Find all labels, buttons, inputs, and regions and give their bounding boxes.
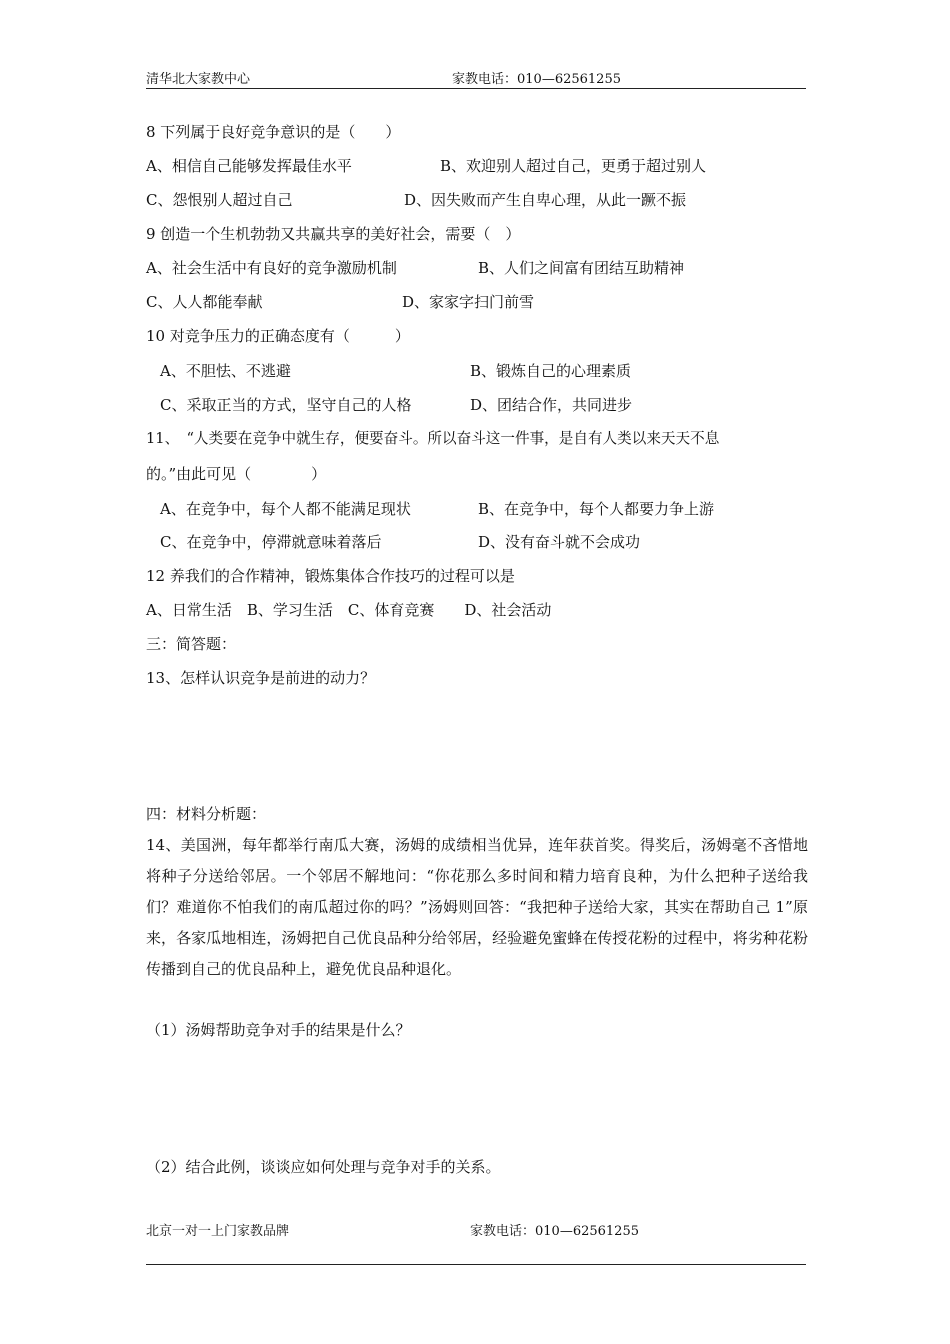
q11-stem-line1: 11、 “人类要在竞争中就生存，便要奋斗。所以奋斗这一件事，是自有人类以来天天不息 bbox=[146, 430, 720, 447]
footer-phone: 家教电话：010—62561255 bbox=[470, 1224, 639, 1239]
q14-material: 14、美国洲，每年都举行南瓜大赛，汤姆的成绩相当优异，连年获首奖。得奖后，汤姆毫不吝惜地将种子分送给邻居。一个邻居不解地问：“你花那么多时间和精力培育良种，为什么把种子送给我们？难道你不怕我们的南瓜超过你的吗？”汤姆则回答：“我把种子送给大家，其实在帮助自己 1”原来，各家瓜地相连，汤姆把自己优良品种分给邻居，经验避免蜜蜂在传授花粉的过程中，将劣种花粉传播到自己的优良品种上，避免优良品种退化。 bbox=[146, 836, 808, 978]
q10-stem: 10 对竞争压力的正确态度有（ ） bbox=[146, 327, 410, 345]
q12-options: A、日常生活 B、学习生活 C、体育竞赛 D、社会活动 bbox=[146, 601, 552, 619]
footer-brand: 北京一对一上门家教品牌 bbox=[146, 1224, 290, 1239]
q12-stem: 12 养我们的合作精神，锻炼集体合作技巧的过程可以是 bbox=[146, 567, 515, 585]
section-3-heading: 三：简答题： bbox=[146, 635, 237, 653]
header-org: 清华北大家教中心 bbox=[146, 72, 251, 87]
q11-stem-line2: 的。”由此可见（ ） bbox=[146, 465, 327, 483]
q11-option-d: D、没有奋斗就不会成功 bbox=[478, 533, 641, 551]
section-4-heading: 四：材料分析题： bbox=[146, 805, 267, 823]
q10-option-c: C、采取正当的方式，坚守自己的人格 bbox=[160, 396, 412, 414]
q11-option-b: B、在竞争中，每个人都要力争上游 bbox=[478, 500, 715, 518]
q11-option-c: C、在竞争中，停滞就意味着落后 bbox=[160, 533, 382, 551]
q10-option-b: B、锻炼自己的心理素质 bbox=[470, 362, 632, 380]
q14-subquestion-1: （1）汤姆帮助竞争对手的结果是什么？ bbox=[146, 1021, 411, 1039]
q9-option-d: D、家家字扫门前雪 bbox=[402, 293, 535, 311]
page-header bbox=[146, 66, 806, 89]
header-phone: 家教电话：010—62561255 bbox=[452, 72, 621, 87]
q8-option-a: A、相信自己能够发挥最佳水平 bbox=[146, 157, 352, 175]
q9-stem: 9 创造一个生机勃勃又共赢共享的美好社会，需要（ ） bbox=[146, 225, 521, 243]
q8-option-b: B、欢迎别人超过自己，更勇于超过别人 bbox=[440, 157, 707, 175]
q8-stem: 8 下列属于良好竞争意识的是（ ） bbox=[146, 123, 401, 141]
q11-option-a: A、在竞争中，每个人都不能满足现状 bbox=[160, 500, 411, 518]
q14-subquestion-2: （2）结合此例，谈谈应如何处理与竞争对手的关系。 bbox=[146, 1158, 501, 1176]
q8-option-d: D、因失败而产生自卑心理，从此一蹶不振 bbox=[404, 191, 687, 209]
q13-stem: 13、怎样认识竞争是前进的动力？ bbox=[146, 669, 376, 687]
q9-option-a: A、社会生活中有良好的竞争激励机制 bbox=[146, 259, 397, 277]
q8-option-c: C、怨恨别人超过自己 bbox=[146, 191, 293, 209]
page-footer bbox=[146, 1218, 806, 1265]
q10-option-a: A、不胆怯、不逃避 bbox=[160, 362, 291, 380]
q9-option-b: B、人们之间富有团结互助精神 bbox=[478, 259, 685, 277]
q10-option-d: D、团结合作，共同进步 bbox=[470, 396, 633, 414]
q9-option-c: C、人人都能奉献 bbox=[146, 293, 263, 311]
